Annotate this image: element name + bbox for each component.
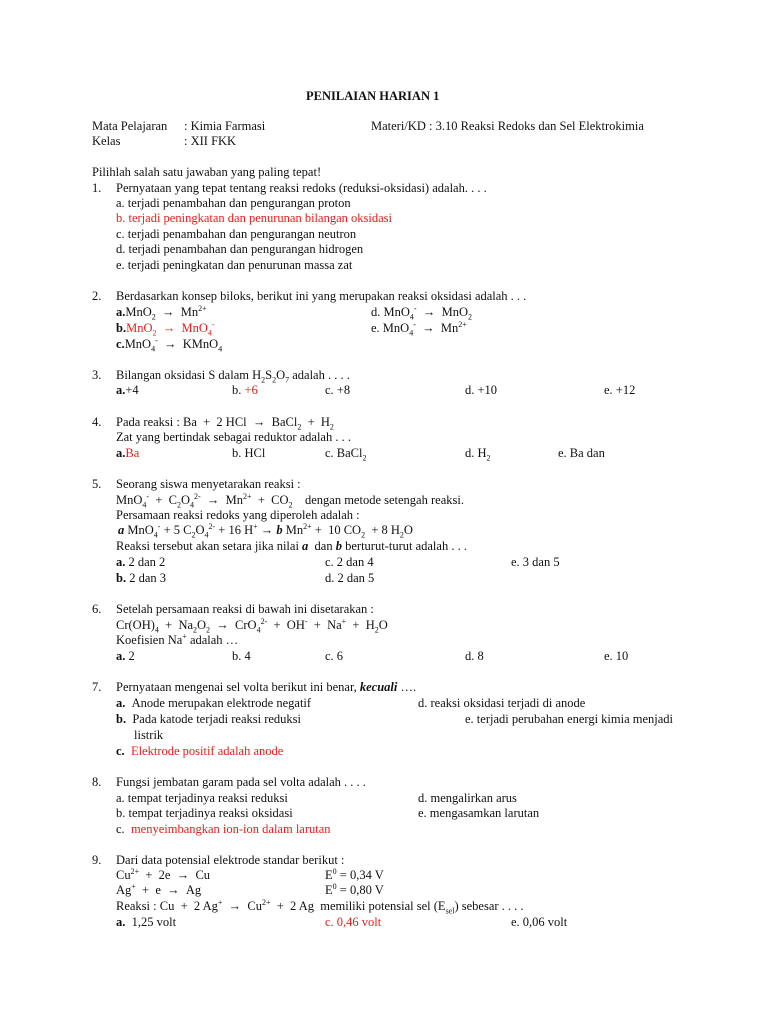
option-e-continued: listrik bbox=[134, 728, 164, 742]
option-d: d. 2 dan 5 bbox=[325, 571, 375, 585]
question-number: 3. bbox=[92, 368, 102, 382]
question-text-2: Persamaan reaksi redoks yang diperoleh adalah : bbox=[116, 508, 360, 522]
option-b-answer: b. terjadi peningkatan dan penurunan bilangan oksidasi bbox=[116, 211, 392, 225]
option-d: d. mengalirkan arus bbox=[418, 791, 517, 805]
option-c: c. +8 bbox=[325, 383, 351, 397]
option-b: b. Pada katode terjadi reaksi reduksi bbox=[116, 712, 302, 726]
potential-ag: $E^0 = 0,80$ V bbox=[325, 881, 384, 897]
option-b: b. tempat terjadinya reaksi oksidasi bbox=[116, 806, 293, 820]
option-d: d. 8 bbox=[465, 649, 484, 663]
question-text: Pada reaksi : Ba + 2 HCl → BaCl$_2$ + $H_2$ bbox=[116, 415, 334, 432]
question-number: 6. bbox=[92, 602, 102, 616]
question-text-2: Reaksi : Cu + 2 $Ag^+ \to Cu^{2+} + 2$ Ag memiliki potensial sel $(E_{sel})$ sebesar . . . . bbox=[116, 897, 524, 916]
question-text: Pernyataan mengenai sel volta berikut ini benar, kecuali …. bbox=[116, 680, 417, 694]
question-text: Bilangan oksidasi S dalam $H_2S_2O_7$ adalah . . . . bbox=[116, 368, 350, 385]
option-a: a. terjadi penambahan dan pengurangan proton bbox=[116, 196, 351, 210]
option-a: $a.MnO_2 \to Mn^{2+}$ bbox=[116, 303, 207, 322]
option-d: d. reaksi oksidasi terjadi di anode bbox=[418, 696, 586, 710]
option-c: c. 2 dan 4 bbox=[325, 555, 374, 569]
question-number: 9. bbox=[92, 853, 102, 867]
question-text-2: Zat yang bertindak sebagai reduktor adalah . . . bbox=[116, 430, 351, 444]
option-a: a.+4 bbox=[116, 383, 139, 397]
option-a: a. 2 dan 2 bbox=[116, 555, 166, 569]
option-c: c.MnO$_4$- → KMnO$_4$ bbox=[116, 335, 223, 354]
equation: $Cr(OH)_4 + Na_2O_2 \to CrO_4^{2-} + OH^- + Na^+ + H_2O$ bbox=[116, 616, 388, 635]
topic: Materi/KD : 3.10 Reaksi Redoks dan Sel Elektrokimia bbox=[371, 119, 644, 133]
option-e: e. 10 bbox=[604, 649, 629, 663]
option-d: d. MnO$_4$- → MnO$_2$ bbox=[371, 303, 472, 322]
option-d: d. +10 bbox=[465, 383, 498, 397]
option-e: e. +12 bbox=[604, 383, 636, 397]
balanced-equation: a MnO$_4$- + 5 $C_2O_4^{2-} + 16$ H+ → b $Mn^{2+} + 10$ $CO_2 + 8$ $H_2O$ bbox=[118, 521, 413, 540]
option-b-answer: b. +6 bbox=[232, 383, 258, 397]
option-e: e. 0,06 volt bbox=[511, 915, 568, 929]
option-c: c. 6 bbox=[325, 649, 344, 663]
option-c-answer: c. 0,46 volt bbox=[325, 915, 382, 929]
question-number: 5. bbox=[92, 477, 102, 491]
option-a: a. tempat terjadinya reaksi reduksi bbox=[116, 791, 288, 805]
page-title: PENILAIAN HARIAN 1 bbox=[306, 89, 440, 103]
option-e: e. terjadi perubahan energi kimia menjadi bbox=[465, 712, 674, 726]
option-c-answer: c. Elektrode positif adalah anode bbox=[116, 744, 284, 758]
class-label: Kelas bbox=[92, 134, 121, 148]
question-number: 2. bbox=[92, 289, 102, 303]
subject-value: : Kimia Farmasi bbox=[184, 119, 266, 133]
option-b-answer: b.MnO$_2$ → MnO$_4$- bbox=[116, 319, 215, 338]
question-number: 1. bbox=[92, 181, 102, 195]
option-d: d. terjadi penambahan dan pengurangan hidrogen bbox=[116, 242, 364, 256]
class-value: : XII FKK bbox=[184, 134, 237, 148]
half-reaction-ag: Ag+ + e → Ag bbox=[116, 881, 202, 897]
subject-label: Mata Pelajaran bbox=[92, 119, 168, 133]
question-text: Setelah persamaan reaksi di bawah ini disetarakan : bbox=[116, 602, 374, 616]
option-a: a. 1,25 volt bbox=[116, 915, 177, 929]
option-b: b. HCl bbox=[232, 446, 266, 460]
option-d: d. $H_2$ bbox=[465, 446, 491, 463]
option-b: b. 2 dan 3 bbox=[116, 571, 167, 585]
option-a: a. 2 bbox=[116, 649, 135, 663]
half-reaction-cu: $Cu^{2+} + 2e \to Cu$ bbox=[116, 866, 211, 882]
question-text: Seorang siswa menyetarakan reaksi : bbox=[116, 477, 301, 491]
question-text: Dari data potensial elektrode standar berikut : bbox=[116, 853, 345, 867]
option-c: c. terjadi penambahan dan pengurangan neutron bbox=[116, 227, 357, 241]
question-number: 8. bbox=[92, 775, 102, 789]
potential-cu: $E^0 = 0,34$ V bbox=[325, 866, 384, 882]
question-text-3: Reaksi tersebut akan setara jika nilai a dan b berturut-turut adalah . . . bbox=[116, 539, 467, 553]
question-number: 7. bbox=[92, 680, 102, 694]
instruction: Pilihlah salah satu jawaban yang paling tepat! bbox=[92, 165, 322, 179]
option-e: e. Ba dan bbox=[558, 446, 605, 460]
option-c: c. BaCl$_2$ bbox=[325, 446, 367, 463]
question-text: Berdasarkan konsep biloks, berikut ini yang merupakan reaksi oksidasi adalah . . . bbox=[116, 289, 527, 303]
question-text-2: Koefisien Na+ adalah … bbox=[116, 631, 239, 647]
equation: $MnO_4^- + C_2O_4^{2-} \to Mn^{2+} + CO_2$ dengan metode setengah reaksi. bbox=[116, 491, 464, 510]
question-text: Pernyataan yang tepat tentang reaksi redoks (reduksi-oksidasi) adalah. . . . bbox=[116, 181, 487, 195]
option-e: e. mengasamkan larutan bbox=[418, 806, 540, 820]
option-e: e. terjadi peningkatan dan penurunan massa zat bbox=[116, 258, 353, 272]
option-a-answer: a.Ba bbox=[116, 446, 140, 460]
option-c-answer: c. menyeimbangkan ion-ion dalam larutan bbox=[116, 822, 331, 836]
option-e: e. 3 dan 5 bbox=[511, 555, 560, 569]
option-e: e. $MnO_4^- \to Mn^{2+}$ bbox=[371, 319, 467, 338]
option-a: a. Anode merupakan elektrode negatif bbox=[116, 696, 312, 710]
option-b: b. 4 bbox=[232, 649, 251, 663]
question-number: 4. bbox=[92, 415, 102, 429]
question-text: Fungsi jembatan garam pada sel volta adalah . . . . bbox=[116, 775, 366, 789]
